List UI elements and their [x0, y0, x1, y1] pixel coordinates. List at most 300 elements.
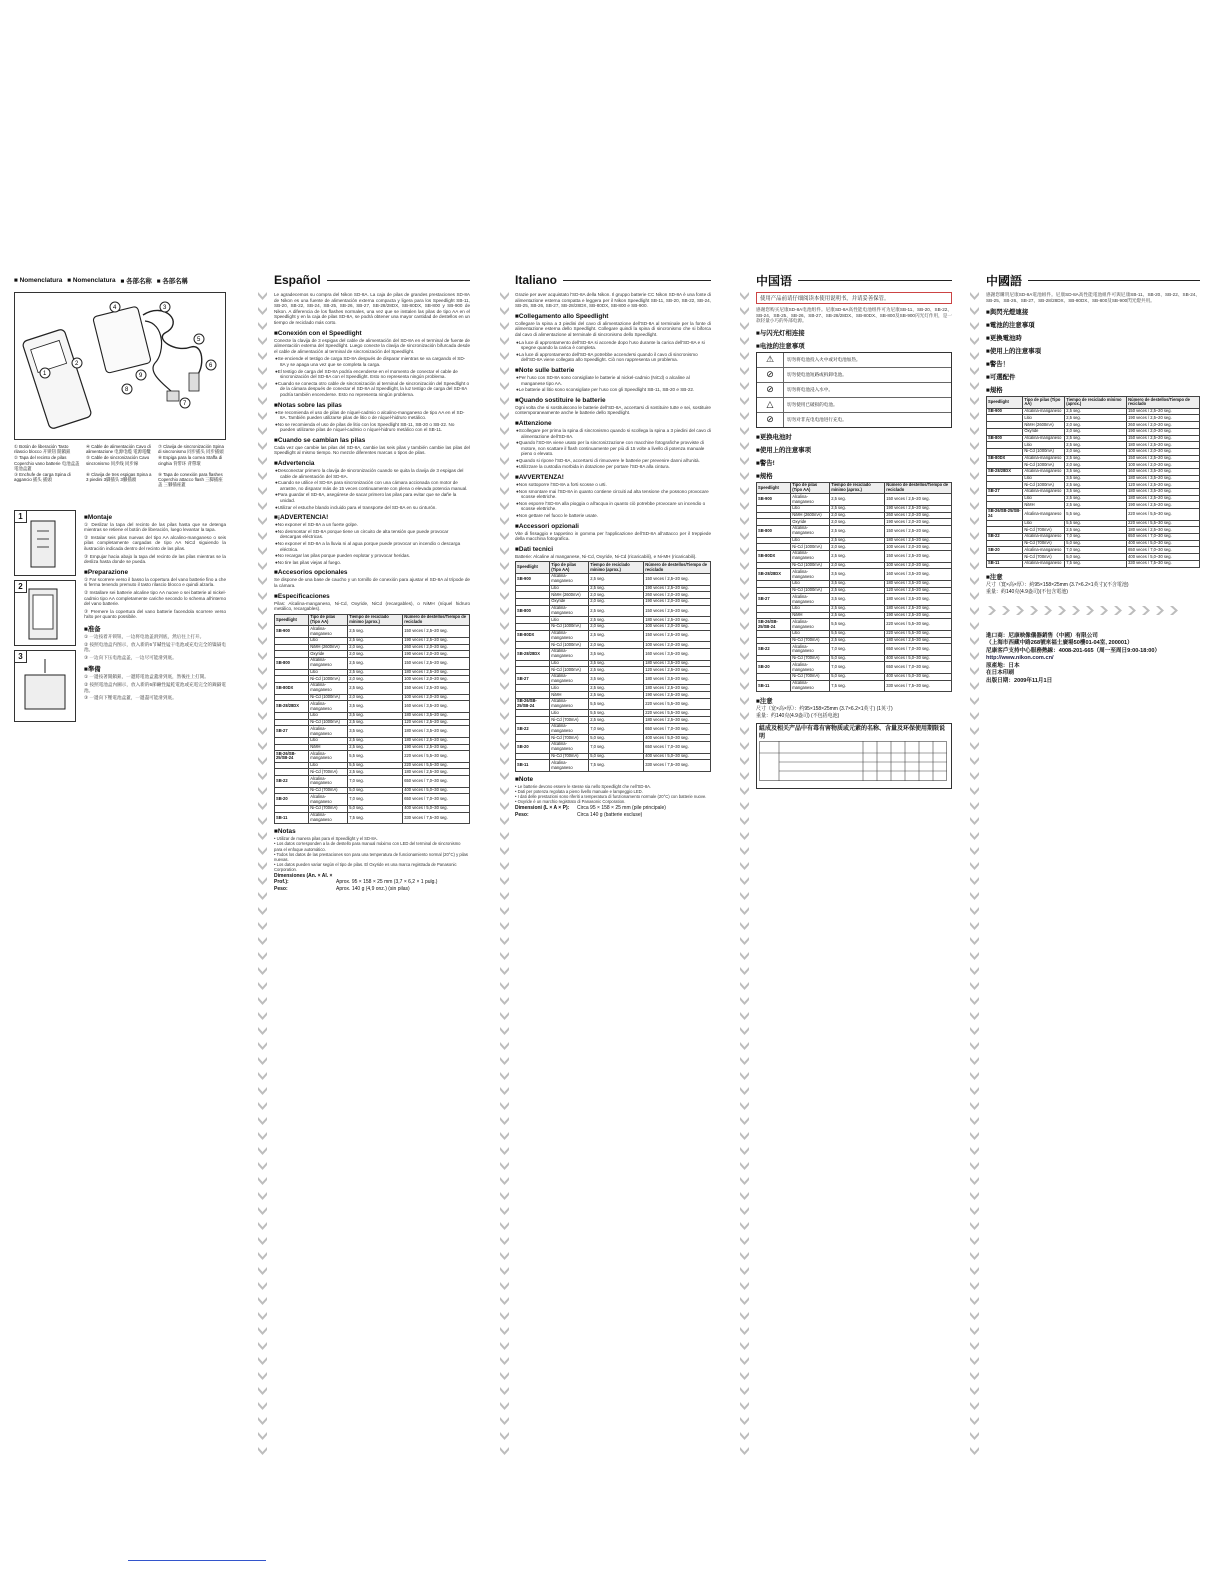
legend-item: ⑧ Espiga para la correa Staffa di cinghia 背带环 背帶環: [158, 455, 223, 466]
table-cell: SB-27: [757, 594, 791, 606]
chevron-down-icon: [739, 980, 750, 991]
table-cell: SB-80DX: [516, 630, 550, 642]
table-cell: 650 veces / 7,0–30 seg.: [1127, 534, 1200, 541]
chevron-down-icon: [499, 1160, 510, 1171]
zhs-header: [756, 274, 952, 286]
note-line: • Dati per potenza regolata a pieno livello manuale e lampeggio LED.: [515, 789, 643, 795]
zht-notes-title: ■ 注意: [986, 572, 1200, 581]
table-row: [516, 574, 711, 586]
chevron-down-icon: [499, 485, 510, 496]
table-cell: Alcalina-manganeso: [550, 742, 589, 754]
table-row: [757, 674, 952, 681]
table-cell: [275, 669, 309, 676]
table-row: [275, 744, 470, 751]
chevron-down-icon: [499, 635, 510, 646]
chevron-down-icon: [739, 725, 750, 736]
chevron-down-icon: [969, 1250, 980, 1261]
table-cell: SB-800: [516, 605, 550, 617]
table-header-row: [757, 482, 952, 494]
zht-intro: 感謝您購買尼康SD-8A電池組件。尼康SD-8A高性能電池組件可與尼康SB-11、SB-20、SB-22、SB-24、SB-25、SB-26、SB-27、SB-28/28DX、SB-80DX、SB-800及SB-900閃光燈共用。: [986, 292, 1200, 303]
table-cell: Oxyride: [1023, 428, 1065, 435]
zhs-change-title: ■ 更换电池时: [756, 432, 952, 441]
chevron-down-icon: [257, 1280, 268, 1291]
chevron-down-icon: [969, 500, 980, 511]
table-cell: Alcalina-manganeso: [1023, 547, 1065, 554]
table-cell: 7,0 seg.: [589, 742, 644, 754]
table-cell: 650 veces / 7,0–30 seg.: [1127, 547, 1200, 554]
table-cell: 160 veces / 3,5–20 seg.: [644, 648, 711, 660]
table-row: [275, 806, 470, 813]
table-row: [275, 651, 470, 658]
table-cell: Alcalina-manganeso: [1023, 408, 1065, 415]
chevron-down-icon: [739, 1100, 750, 1111]
table-cell: SB-22: [516, 723, 550, 735]
chevron-down-icon: [499, 740, 510, 751]
preparazione-step: ③ Premere la copertura del vano batterie facendola scorrere verso l'alto per quanto possibile.: [84, 608, 226, 620]
zhs-prep-step: ② 按照电池盒内图示，放入新的6节碱性锰干电池或充电完全的镍镉电池。: [84, 641, 226, 653]
chevron-down-icon: [499, 365, 510, 376]
colleg-bullet: ● La luce di approntamento dell'SD-8A potrebbe accendersi quando il cavo di sincronismo dell'SD-8A viene collegato allo Speedlight. Ciò non rappresenta un problema.: [521, 352, 711, 363]
table-cell: 3,5 seg.: [348, 712, 403, 719]
chevron-down-icon: [739, 1025, 750, 1036]
chevron-down-icon: [499, 1430, 510, 1441]
table-cell: 400 veces / 5,0–30 seg.: [644, 753, 711, 760]
table-cell: 5,5 seg.: [1065, 520, 1127, 527]
table-cell: [275, 712, 309, 719]
table-row: [516, 630, 711, 642]
chevron-down-icon: [499, 1310, 510, 1321]
svg-text:6: 6: [209, 363, 213, 369]
chevron-down-icon: [257, 1130, 268, 1141]
chevron-down-icon: [499, 680, 510, 691]
importer-footer: [986, 633, 1200, 686]
chevron-down-icon: [969, 890, 980, 901]
table-cell: [516, 710, 550, 717]
chevron-down-icon: [499, 845, 510, 856]
chevron-down-icon: [739, 740, 750, 751]
table-cell: Ni-Cd (700mA): [1023, 540, 1065, 547]
table-row: [275, 769, 470, 776]
table-cell: SB-900: [516, 574, 550, 586]
table-row: [987, 455, 1200, 462]
chevron-strip: [737, 290, 751, 1460]
table-cell: [987, 495, 1023, 502]
table-header-cell: Tiempo de reciclado mínimo (aprox.): [348, 614, 403, 626]
table-cell: Alcalina-manganeso: [791, 526, 830, 538]
advertencia2-bullet: ● No tire las pilas viejas al fuego.: [280, 560, 470, 566]
table-cell: [516, 617, 550, 624]
table-cell: [757, 655, 791, 662]
chevron-down-icon: [739, 995, 750, 1006]
chevron-down-icon: [499, 875, 510, 886]
table-cell: Alcalina-manganeso: [1023, 489, 1065, 496]
table-cell: 2,5 seg.: [348, 682, 403, 694]
table-cell: [275, 651, 309, 658]
chevron-down-icon: [257, 1175, 268, 1186]
table-cell: 150 veces / 2,5–20 seg.: [885, 494, 952, 506]
table-cell: 190 veces / 2,0–20 seg.: [1127, 428, 1200, 435]
table-cell: SB-26/SB-25/SB-24: [757, 619, 791, 631]
accessori-title: ■ Accessori opzionali: [515, 523, 711, 530]
table-cell: 400 veces / 5,0–30 seg.: [644, 735, 711, 742]
table-cell: 100 veces / 2,0–20 seg.: [644, 623, 711, 630]
legend-item: ① Botón de liberación Tasto rilascio blocco 开锁钮 開鎖鈕: [14, 444, 71, 455]
chevron-down-icon: [257, 1160, 268, 1171]
chevron-down-icon: [969, 1025, 980, 1036]
note-line: • I dati delle prestazioni sono riferiti a temperatura di funzionamento normale (20°C) con batterie nuove.: [515, 794, 707, 800]
chevron-down-icon: [739, 380, 750, 391]
footer-url-link[interactable]: http://www.nikon.com.cn/: [986, 655, 1054, 662]
chevron-down-icon: [257, 905, 268, 916]
table-cell: 180 veces / 3,5–20 seg.: [1127, 475, 1200, 482]
chevron-down-icon: [739, 1355, 750, 1366]
table-row: [516, 735, 711, 742]
chevron-down-icon: [969, 1100, 980, 1111]
chevron-down-icon: [739, 680, 750, 691]
weight-value: Circa 140 g (batterie escluse): [577, 812, 643, 819]
table-cell: 180 veces / 3,5–20 seg.: [644, 660, 711, 667]
table-cell: [516, 642, 550, 649]
chevron-down-icon: [969, 830, 980, 841]
table-cell: [757, 630, 791, 637]
notas-pilas-bullet: ● Se recomienda el uso de pilas de níquel-cadmio o alcalino-manganeso de tipo AA en el SD-8A. También pueden utilizarse pilas de litio o de níquel-hidruro metálico.: [280, 410, 470, 421]
table-cell: 2,0 seg.: [348, 651, 403, 658]
zhs-spec-title: ■ 规格: [756, 471, 952, 480]
table-cell: 220 veces / 5,5–30 seg.: [885, 619, 952, 631]
chevron-row: [986, 603, 1200, 621]
table-cell: 220 veces / 5,5–30 seg.: [644, 698, 711, 710]
chevron-down-icon: [739, 1010, 750, 1021]
chevron-down-icon: [739, 755, 750, 766]
table-cell: Litio: [1023, 442, 1065, 449]
table-cell: SB-800: [757, 526, 791, 538]
warning-row: [757, 367, 951, 382]
chevron-down-icon: [257, 1010, 268, 1021]
zht-size: 尺寸（寬×高×厚）：約95×158×25mm (3.7×6.2×1英寸)(不含電池): [986, 581, 1129, 588]
zhs-prep-title: ■ 准备: [84, 624, 226, 633]
hazard-grid: [759, 741, 947, 781]
chevron-down-icon: [499, 1340, 510, 1351]
table-cell: Ni-Cd (1000mA): [1023, 482, 1065, 489]
table-cell: 190 veces / 2,0–20 seg.: [885, 519, 952, 526]
chevron-down-icon: [969, 725, 980, 736]
table-cell: 2,5 seg.: [1065, 408, 1127, 415]
chevron-down-icon: [969, 485, 980, 496]
chevron-down-icon: [257, 1115, 268, 1126]
chevron-down-icon: [969, 530, 980, 541]
warning-triangle-icon: ⚠: [757, 353, 784, 367]
table-cell: 190 veces / 2,0–20 seg.: [644, 598, 711, 605]
spec-table-zhs: [756, 482, 952, 693]
chevron-down-icon: [969, 1235, 980, 1246]
chevron-down-icon: [257, 290, 268, 301]
chevron-down-icon: [499, 605, 510, 616]
chevron-down-icon: [257, 1145, 268, 1156]
table-cell: 160 veces / 3,5–20 seg.: [885, 569, 952, 581]
table-cell: 2,5 seg.: [1065, 442, 1127, 449]
zhs-battery-title: ■ 电池的注意事项: [756, 341, 952, 350]
chevron-down-icon: [969, 1040, 980, 1051]
colleg-bullet: ● La luce di approntamento dell'SD-8A si accende dopo l'uso durante la carica dell'SD-8A e si spegne quando la carica è completa.: [521, 340, 711, 351]
chevron-down-icon: [739, 470, 750, 481]
nomenclature-header-zhs: ■ 各部名称: [120, 277, 152, 285]
table-cell: 2,5 seg.: [1065, 435, 1127, 442]
chevron-down-icon: [257, 1070, 268, 1081]
chevron-down-icon: [739, 935, 750, 946]
table-header-cell: Tipo de pilas (Tipo AA): [791, 482, 830, 494]
table-cell: 3,5 seg.: [1065, 489, 1127, 496]
table-cell: SB-20: [757, 662, 791, 674]
table-cell: 2,0 seg.: [1065, 448, 1127, 455]
chevron-down-icon: [499, 1190, 510, 1201]
table-cell: SB-26/SB-25/SB-24: [987, 509, 1023, 521]
table-cell: 180 veces / 2,5–20 seg.: [1127, 495, 1200, 502]
table-cell: [275, 762, 309, 769]
table-cell: 400 veces / 5,0–30 seg.: [885, 655, 952, 662]
table-cell: SB-80DX: [275, 682, 309, 694]
hazard-title: 組成及相关产品中有毒有害物质或元素的名称、含量及环保使用期限说明: [759, 726, 946, 740]
table-cell: 190 veces / 2,5–20 seg.: [885, 505, 952, 512]
chevron-down-icon: [499, 1235, 510, 1246]
table-header-cell: Speedlight: [757, 482, 791, 494]
table-header-cell: Número de destellos/Tiempo de reciclado: [1127, 397, 1200, 409]
table-row: [275, 676, 470, 683]
chevron-down-icon: [969, 1400, 980, 1411]
chevron-down-icon: [257, 305, 268, 316]
table-cell: 120 veces / 2,5–20 seg.: [885, 587, 952, 594]
preparazione-title: ■ Preparazione: [84, 569, 226, 576]
table-cell: 5,5 seg.: [348, 751, 403, 763]
chevron-down-icon: [257, 470, 268, 481]
advertencia-bullet: ● Desconectar primero la clavija de sincronización cuando se quita la clavija de 3 espigas del cable de alimentación del SD-8A.: [280, 468, 470, 479]
chevron-down-icon: [739, 545, 750, 556]
table-cell: 150 veces / 2,5–20 seg.: [403, 658, 470, 670]
chevron-down-icon: [499, 935, 510, 946]
chevron-down-icon: [739, 455, 750, 466]
table-cell: 2,5 seg.: [1065, 502, 1127, 509]
battery-pack-diagram: [14, 292, 226, 440]
table-cell: 2,5 seg.: [830, 612, 885, 619]
zhs-warning-table: [756, 352, 952, 428]
footer-line: （上海市西藏中路268號來福士廣場50樓01-04室, 200001）: [986, 640, 1133, 647]
montaje-step: ② Instalar seis pilas nuevas del tipo AA alcalino-manganeso o seis pilas completamente cargadas de tipo AA NiCd siguiendo la ilustración indicada dentro del recinto de las pilas.: [84, 534, 226, 551]
chevron-down-icon: [969, 305, 980, 316]
table-cell: [757, 605, 791, 612]
legend-item: ③ Enchufe de carga Spina di aggancio 插头 插頭: [14, 472, 71, 483]
table-cell: 3,5 seg.: [348, 726, 403, 738]
notes-it-title: ■ Note: [515, 776, 711, 783]
conexion-text: Conecte la clavija de 3 espigas del cable de alimentación del SD-8A en el terminal de fuente de alimentación externa del Speedlight. Luego conecte la clavija de sincronización bifurcada desde el cable de alimentación al terminal de sincronización del Speedlight.: [274, 337, 470, 354]
chevron-down-icon: [257, 1445, 268, 1456]
table-cell: Ni-Cd (700mA): [309, 787, 348, 794]
zhs-read-notice: 使用产品前请仔细阅读本使用说明书，并请妥善保管。: [756, 292, 952, 304]
chevron-down-icon: [969, 425, 980, 436]
table-cell: 7,0 seg.: [830, 644, 885, 656]
table-cell: Litio: [309, 762, 348, 769]
table-cell: 7,0 seg.: [348, 776, 403, 788]
table-cell: Alcalina-manganeso: [791, 644, 830, 656]
table-cell: Ni-Cd (700mA): [550, 735, 589, 742]
chevron-down-icon: [257, 485, 268, 496]
caution-triangle-icon: △: [757, 398, 784, 412]
table-cell: 150 veces / 2,5–20 seg.: [885, 526, 952, 538]
table-cell: 2,5 seg.: [830, 637, 885, 644]
table-cell: Alcalina-manganeso: [791, 551, 830, 563]
table-row: [987, 408, 1200, 415]
table-cell: 650 veces / 7,0–30 seg.: [885, 644, 952, 656]
table-cell: Ni-Cd (1000mA): [309, 694, 348, 701]
table-cell: SB-28/28DX: [987, 468, 1023, 475]
table-cell: 220 veces / 5,5–30 seg.: [1127, 509, 1200, 521]
notes-it: [515, 776, 711, 818]
table-cell: 120 veces / 2,5–20 seg.: [1127, 482, 1200, 489]
note-batt-bullet: ● Le batterie al litio sono sconsigliate per l'uso con gli Speedlight SB-11, SB-20 e SB-22.: [521, 387, 711, 393]
table-row: [987, 560, 1200, 567]
chevron-down-icon: [257, 1055, 268, 1066]
avvertenza-bullet: ● Non smontare mai l'SD-8A in quanto contiene circuiti ad alta tensione che possono provocare scosse elettriche.: [521, 489, 711, 500]
table-row: [516, 673, 711, 685]
table-cell: SB-800: [987, 435, 1023, 442]
table-row: [757, 526, 952, 538]
zht-accessory-title: ■ 可選配件: [986, 372, 1200, 381]
chevron-down-icon: [969, 290, 980, 301]
legend-item: ④ Cable de alimentación Cavo di alimentazione 电源电缆 電源電纜: [86, 444, 151, 455]
table-row: [757, 562, 952, 569]
table-cell: [275, 787, 309, 794]
table-cell: Ni-Cd (1000mA): [550, 623, 589, 630]
table-cell: Litio: [1023, 520, 1065, 527]
table-cell: Alcalina-manganeso: [791, 619, 830, 631]
table-cell: 7,0 seg.: [1065, 534, 1127, 541]
chevron-down-icon: [499, 620, 510, 631]
chevron-down-icon: [257, 695, 268, 706]
table-header-cell: Tipo de pilas (Tipo AA): [550, 562, 589, 574]
table-cell: 180 veces / 2,5–20 seg.: [403, 669, 470, 676]
table-cell: 5,0 seg.: [348, 787, 403, 794]
chevron-down-icon: [739, 485, 750, 496]
table-row: [275, 626, 470, 638]
avvertenza-bullet: ● Non gettare nel fuoco le batterie usate.: [521, 513, 711, 519]
table-header-cell: Speedlight: [987, 397, 1023, 409]
table-header-cell: Tipo de pilas (Tipo AA): [309, 614, 348, 626]
table-cell: Litio: [309, 712, 348, 719]
table-cell: 220 veces / 5,5–30 seg.: [403, 762, 470, 769]
accesorios-title: ■ Accesorios opcionales: [274, 569, 470, 576]
nomenclature-header-it: ■ Nomenclatura: [67, 276, 116, 284]
advertencia2-bullet: ● No exponer el SD-8A a un fuerte golpe.: [280, 522, 470, 528]
chevron-down-icon: [739, 1070, 750, 1081]
table-cell: Ni-Cd (1000mA): [550, 642, 589, 649]
table-cell: Alcalina-manganeso: [309, 726, 348, 738]
table-cell: 5,0 seg.: [589, 753, 644, 760]
conexion-bullet: ● El testigo de carga del SD-8A podría encenderse en el momento de conectar el cable de sincronización del SD-8A con el Speedlight. Esto no representa ningún problema.: [280, 369, 470, 380]
chevron-down-icon: [257, 440, 268, 451]
header-rule: [798, 280, 952, 281]
chevron-right-icon: [1084, 603, 1095, 621]
chevron-down-icon: [257, 650, 268, 661]
chevron-down-icon: [739, 1385, 750, 1396]
chevron-down-icon: [739, 770, 750, 781]
table-cell: Ni-Cd (700mA): [1023, 554, 1065, 561]
table-cell: Alcalina-manganeso: [1023, 468, 1065, 475]
attenzione-bullet: ● Quando si ripone l'SD-8A, accertarsi di rimuovere le batterie per prevenire danni all'unità.: [521, 458, 711, 464]
chevron-down-icon: [499, 410, 510, 421]
chevron-down-icon: [739, 590, 750, 601]
table-cell: 2,0 seg.: [830, 519, 885, 526]
table-cell: 180 veces / 2,5–20 seg.: [403, 737, 470, 744]
chevron-down-icon: [257, 1040, 268, 1051]
chevron-down-icon: [499, 575, 510, 586]
table-cell: 100 veces / 2,0–20 seg.: [885, 562, 952, 569]
table-row: [275, 787, 470, 794]
chevron-down-icon: [739, 395, 750, 406]
table-cell: 2,5 seg.: [589, 717, 644, 724]
chevron-down-icon: [499, 305, 510, 316]
nomenclature-header-zht: ■ 各部名稱: [156, 277, 188, 285]
table-cell: 190 veces / 2,5–20 seg.: [644, 585, 711, 592]
table-header-cell: Tipo de pilas (Tipo AA): [1023, 397, 1065, 409]
table-cell: 650 veces / 7,0–30 seg.: [644, 723, 711, 735]
table-cell: 5,5 seg.: [830, 630, 885, 637]
table-cell: Litio: [550, 660, 589, 667]
chevron-down-icon: [969, 665, 980, 676]
table-cell: Alcalina-manganeso: [791, 494, 830, 506]
chevron-down-icon: [969, 920, 980, 931]
table-cell: [987, 540, 1023, 547]
chevron-down-icon: [257, 575, 268, 586]
chevron-down-icon: [257, 380, 268, 391]
chevron-down-icon: [499, 1145, 510, 1156]
table-cell: 7,0 seg.: [1065, 547, 1127, 554]
table-cell: 2,5 seg.: [830, 505, 885, 512]
chevron-down-icon: [257, 500, 268, 511]
avvertenza-title: ■ AVVERTENZA!: [515, 474, 711, 481]
table-cell: Alcalina-manganeso: [1023, 435, 1065, 442]
table-cell: [516, 623, 550, 630]
table-cell: [987, 442, 1023, 449]
table-cell: 100 veces / 2,0–20 seg.: [885, 544, 952, 551]
table-row: [516, 605, 711, 617]
table-cell: 2,5 seg.: [589, 630, 644, 642]
chevron-down-icon: [257, 1295, 268, 1306]
table-cell: 100 veces / 2,0–20 seg.: [403, 694, 470, 701]
table-cell: 220 veces / 5,5–30 seg.: [644, 710, 711, 717]
table-cell: Alcalina-manganeso: [1023, 534, 1065, 541]
chevron-down-icon: [257, 1355, 268, 1366]
table-cell: 2,0 seg.: [589, 642, 644, 649]
table-cell: 400 veces / 5,0–30 seg.: [403, 787, 470, 794]
chevron-down-icon: [739, 785, 750, 796]
table-cell: Alcalina-manganeso: [309, 751, 348, 763]
chevron-down-icon: [257, 1400, 268, 1411]
chevron-down-icon: [499, 1220, 510, 1231]
chevron-down-icon: [499, 1115, 510, 1126]
chevron-down-icon: [257, 665, 268, 676]
zht-change-title: ■ 更換電池時: [986, 333, 1200, 342]
table-row: [757, 551, 952, 563]
warning-row: [757, 397, 951, 412]
table-row: [757, 680, 952, 692]
sostituire-title: ■ Quando sostituire le batterie: [515, 397, 711, 404]
chevron-down-icon: [499, 1085, 510, 1096]
table-cell: 5,0 seg.: [1065, 554, 1127, 561]
step-number: 2: [14, 580, 27, 593]
legend-item: ⑤ Cable de sincronización Cavo sincronismo 同步线 同步線: [86, 455, 150, 466]
chevron-down-icon: [739, 1205, 750, 1216]
chevron-down-icon: [969, 350, 980, 361]
chevron-down-icon: [969, 1430, 980, 1441]
table-cell: 2,5 seg.: [348, 637, 403, 644]
